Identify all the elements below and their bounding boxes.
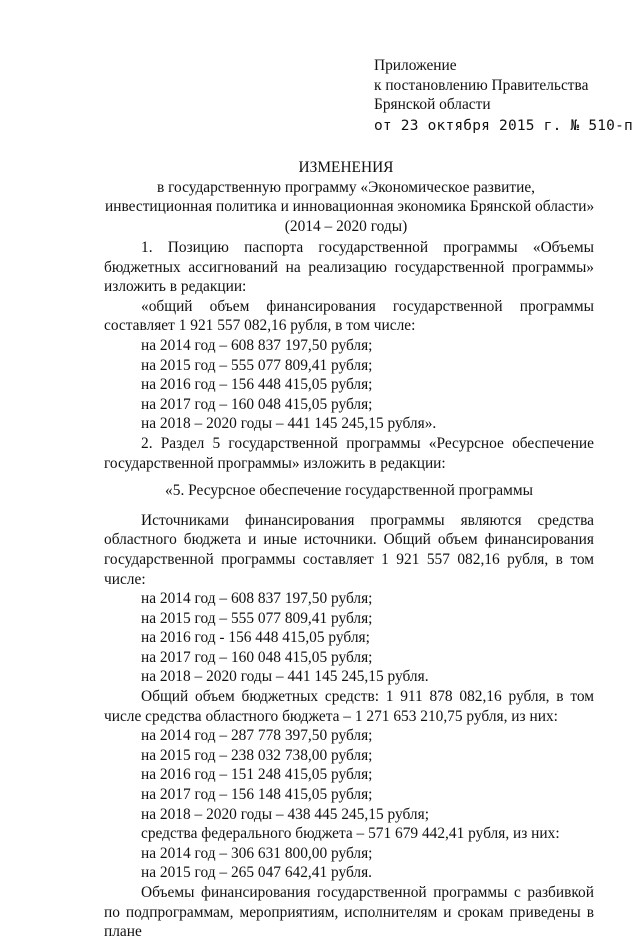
section2-heading: «5. Ресурсное обеспечение государственной программы — [165, 482, 533, 500]
section1-intro: 1. Позицию паспорта государственной программы «Объемы бюджетных ассигнований на реализацию государственной программы» изложить в редакции: — [104, 239, 594, 296]
regional-year-2014: на 2014 год – 287 778 397,50 рубля; — [141, 727, 373, 745]
title-period: (2014 – 2020 годы) — [284, 217, 408, 235]
section1-year-2014: на 2014 год – 608 837 197,50 рубля; — [141, 336, 373, 354]
appendix-block — [374, 56, 636, 136]
appendix-region: Брянской области — [374, 96, 491, 114]
section1-year-2015: на 2015 год – 555 077 809,41 рубля; — [141, 356, 373, 374]
section1-year-2016: на 2016 год – 156 448 415,05 рубля; — [141, 376, 373, 394]
regional-year-2015: на 2015 год – 238 032 738,00 рубля; — [141, 746, 373, 764]
section2-year-2014: на 2014 год – 608 837 197,50 рубля; — [141, 590, 373, 608]
section2-year-2018-2020: на 2018 – 2020 годы – 441 145 245,15 рубля. — [141, 668, 429, 686]
title-line-2: в государственную программу «Экономическое развитие, — [156, 178, 536, 196]
appendix-date: от 23 октября 2015 г. № 510-п — [374, 117, 633, 134]
section1-year-2017: на 2017 год – 160 048 415,05 рубля; — [141, 395, 373, 413]
federal-year-2015: на 2015 год – 265 047 642,41 рубля. — [141, 864, 373, 882]
regional-year-2016: на 2016 год – 151 248 415,05 рубля; — [141, 766, 373, 784]
document-title — [105, 158, 595, 236]
title-heading: ИЗМЕНЕНИЯ — [298, 159, 394, 176]
regional-year-2018-2020: на 2018 – 2020 годы – 438 445 245,15 рубля; — [141, 805, 429, 823]
section2-budget-total: Общий объем бюджетных средств: 1 911 878 082,16 рубля, в том числе средства областного бюджета – 1 271 653 210,75 рубля, из них: — [104, 688, 594, 725]
regional-year-2017: на 2017 год – 156 148 415,05 рубля; — [141, 786, 373, 804]
section2-sources: Источниками финансирования программы являются средства областного бюджета и иные источники. Общий объем финансирования государственной программы составляет 1 921 557 082,16 рубля, в том числе: — [104, 511, 594, 588]
appendix-decree: к постановлению Правительства — [374, 76, 589, 94]
document-body — [104, 238, 594, 942]
appendix-label: Приложение — [374, 57, 457, 74]
section2-closing: Объемы финансирования государственной программы с разбивкой по подпрограммам, мероприятиям, исполнителям и срокам приведены в плане — [104, 884, 594, 941]
federal-year-2014: на 2014 год – 306 631 800,00 рубля; — [141, 844, 373, 862]
section1-total: «общий объем финансирования государственной программы составляет 1 921 557 082,16 рубля, в том числе: — [104, 297, 594, 335]
title-line-3: инвестиционная политика и инновационная экономика Брянской области» — [105, 198, 595, 216]
section2-year-2015: на 2015 год – 555 077 809,41 рубля; — [141, 609, 373, 627]
section2-year-2017: на 2017 год – 160 048 415,05 рубля; — [141, 648, 373, 666]
section2-intro: 2. Раздел 5 государственной программы «Ресурсное обеспечение государственной программы» изложить в редакции: — [104, 434, 594, 472]
section2-year-2016: на 2016 год - 156 448 415,05 рубля; — [141, 629, 370, 647]
section1-year-2018-2020: на 2018 – 2020 годы – 441 145 245,15 рубля». — [141, 415, 437, 433]
federal-budget: средства федерального бюджета – 571 679 442,41 рубля, из них: — [141, 825, 560, 843]
